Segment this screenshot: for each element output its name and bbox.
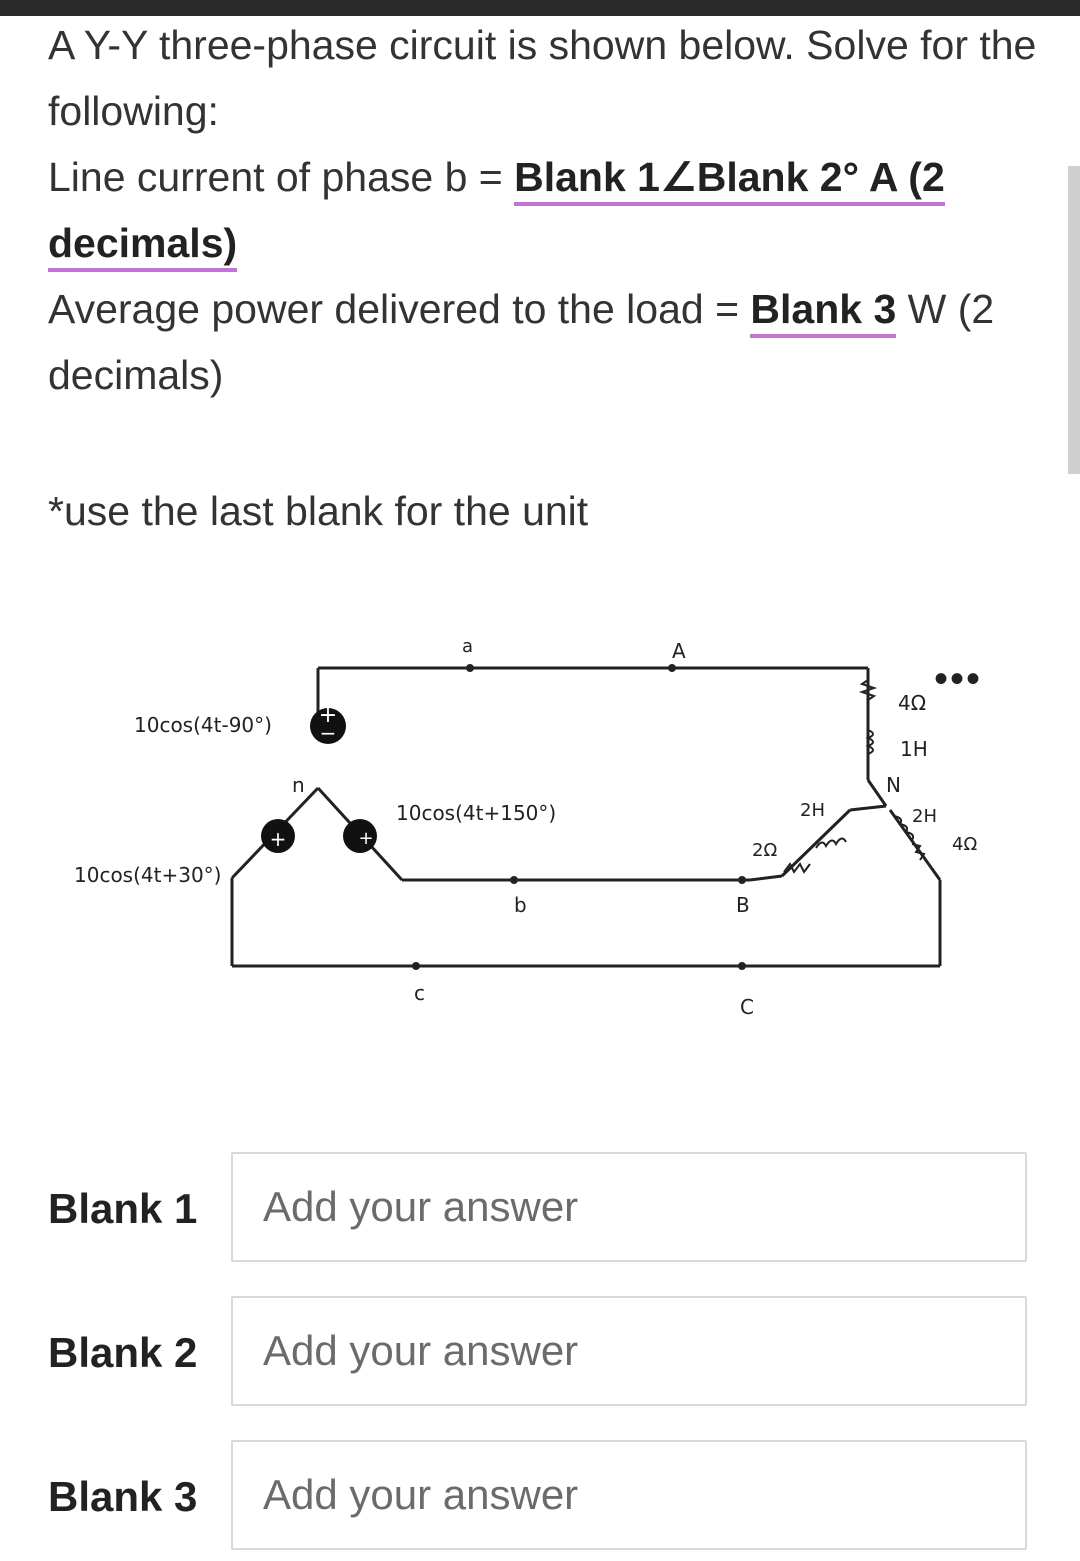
node-C [738,962,746,970]
source-c-icon [261,819,295,853]
load-b-resistor-label: 2Ω [752,840,778,861]
wire-b-load [750,876,782,880]
node-b [510,876,518,884]
blank-3-reference: Blank 3 [750,286,896,338]
source-c-label: 10cos(4t+30°) [74,863,222,887]
blank-1-input[interactable] [231,1152,1027,1262]
node-c [412,962,420,970]
blank-1-2-reference: Blank 1∠Blank 2° A (2 decimals) [48,154,945,272]
terminal-A-label: A [672,639,686,663]
node-N-label: N [886,773,901,797]
blank-3-label: Blank 3 [48,1473,198,1520]
load-c-resistor-label: 4Ω [952,834,978,855]
blank-row-2 [48,1296,1038,1410]
blank-2-label: Blank 2 [48,1329,198,1376]
terminal-c-label: c [414,981,425,1005]
svg-text:+: + [269,827,287,851]
blank-row-3 [48,1440,1038,1554]
load-a-inductor-label: 1H [900,737,928,761]
scrollbar[interactable] [1068,166,1080,474]
circuit-diagram [60,600,1020,1040]
node-A [668,664,676,672]
resistor-c-icon [912,844,924,860]
terminal-b-label: b [514,893,527,917]
question-line-current: Line current of phase b = [48,154,515,200]
terminal-C-label: C [740,995,754,1019]
node-n-label: n [292,773,305,797]
blank-3-input[interactable] [231,1440,1027,1550]
blank-1-label: Blank 1 [48,1185,198,1232]
wire-N [868,780,886,806]
question-intro: A Y-Y three-phase circuit is shown below. Solve for the following: [48,22,1037,134]
svg-text:−: − [319,721,337,745]
node-B [738,876,746,884]
node-a [466,664,474,672]
svg-text:+: + [358,828,374,849]
question-text [48,12,1038,408]
more-options-icon[interactable]: ••• [934,657,983,701]
blank-row-1 [48,1152,1038,1266]
blank-2-input[interactable] [231,1296,1027,1406]
load-a-resistor-label: 4Ω [898,691,927,715]
source-a-label: 10cos(4t-90°) [134,713,272,737]
unit-note: *use the last blank for the unit [48,488,589,534]
terminal-B-label: B [736,893,750,917]
source-a-icon [310,703,346,745]
source-b-label: 10cos(4t+150°) [396,801,557,825]
load-c-inductor-label: 2H [912,806,937,827]
svg-text:+: + [318,703,338,728]
load-b-inductor-label: 2H [800,800,825,821]
terminal-a-label: a [462,636,474,657]
question-average-power: Average power delivered to the load = [48,286,751,332]
question-power-unit: W (2 decimals) [48,286,995,398]
wire-N-b [850,806,886,810]
source-b-icon [343,819,377,853]
